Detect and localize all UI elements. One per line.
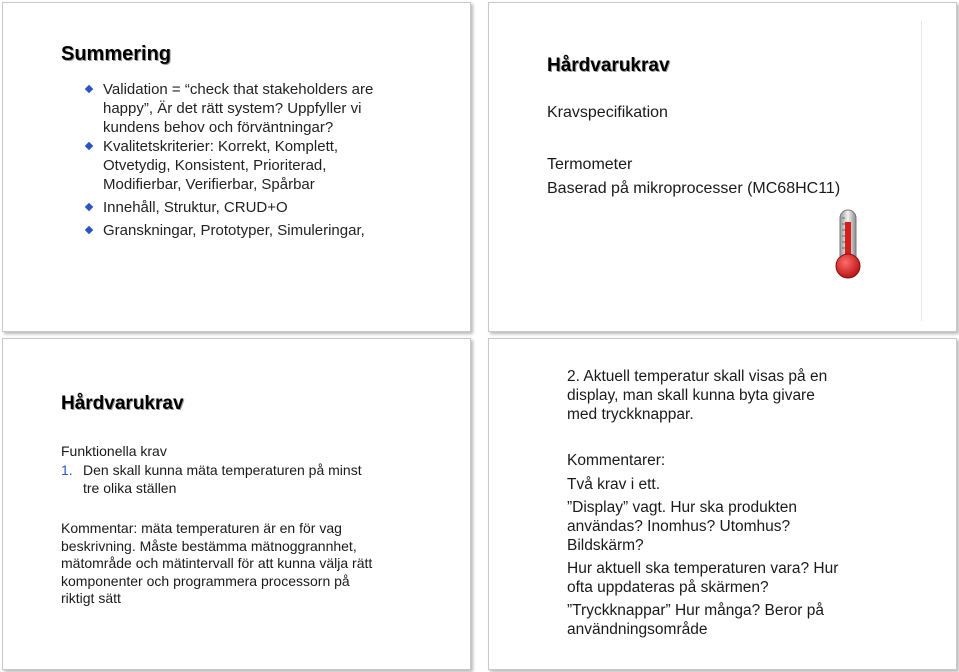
bullet-item [83,80,463,137]
diamond-bullet-icon [85,85,93,93]
slide-title: Hårdvarukrav [547,55,670,76]
bullet-line: Modifierbar, Verifierbar, Spårbar [103,176,315,193]
comment-line: riktigt sätt [61,590,121,606]
bullet-list [83,80,463,240]
comment-line: beskrivning. Måste bestämma mätnoggrannhet, [61,537,357,554]
text-line: ofta uppdateras på skärmen? [567,579,769,596]
paragraph-hur-aktuell [567,559,838,597]
bullet-line: Kvalitetskriterier: Korrekt, Komplett, [103,138,339,155]
bullet-line: Granskningar, Prototyper, Simuleringar, [103,222,365,239]
comment-text [61,520,372,608]
bullet-item [83,137,463,194]
bullet-line: Otvetydig, Konsistent, Prioriterad, [103,157,327,174]
diamond-bullet-icon [85,203,93,211]
text-line: Bildskärm? [567,537,644,554]
comment-line: mätområde och mätintervall för att kunna välja rätt [61,555,373,571]
heading-funktionella-krav: Funktionella krav [61,443,167,459]
slide-summering [2,2,471,332]
bullet-line: kundens behov och förväntningar? [103,119,334,136]
item-line: tre olika ställen [83,480,177,496]
bullet-item [83,221,463,240]
paragraph-aktuell-temperatur [567,367,827,424]
paragraph-tryckknappar [567,601,824,639]
diamond-bullet-icon [85,226,93,234]
comment-line: Kommentar: mäta temperaturen är en för vag [61,520,342,536]
text-tva-krav: Två krav i ett. [567,476,661,493]
item-line: Den skall kunna mäta temperaturen på minst [83,462,362,478]
divider [921,21,922,321]
text-line: ”Display” vagt. Hur ska produkten [567,499,798,516]
text-line: 2. Aktuell temperatur skall visas på en [567,368,828,385]
text-line: med tryckknappar. [567,406,694,423]
slide-title: Summering [61,43,172,65]
slide-kommentarer [488,338,957,670]
text-line: display, man skall kunna byta givare [567,387,815,404]
text-line: användningsområde [567,621,708,638]
text-line: användas? Inomhus? Utomhus? [567,518,791,535]
paragraph-display [567,498,797,555]
text-termometer: Termometer [547,156,633,173]
item-number: 1. [61,462,73,478]
text-line: Hur aktuell ska temperaturen vara? Hur [567,560,839,577]
text-baserad: Baserad på mikroprocesser (MC68HC11) [547,180,841,197]
bullet-line: Validation = “check that stakeholders are [103,81,374,98]
text-line: ”Tryckknappar” Hur många? Beror på [567,602,824,619]
bullet-item [83,198,463,217]
thermometer-icon [830,208,866,280]
label-kommentarer: Kommentarer: [567,452,666,469]
bullet-line: happy”, Är det rätt system? Uppfyller vi [103,100,362,117]
bullet-line: Innehåll, Struktur, CRUD+O [103,199,288,216]
text-kravspecifikation: Kravspecifikation [547,104,668,121]
diamond-bullet-icon [85,142,93,150]
comment-line: komponenter och programmera processorn på [61,572,350,589]
slide-title: Hårdvarukrav [61,393,184,414]
slide-hardvarukrav-2 [2,338,471,670]
slide-hardvarukrav-1 [488,2,957,332]
